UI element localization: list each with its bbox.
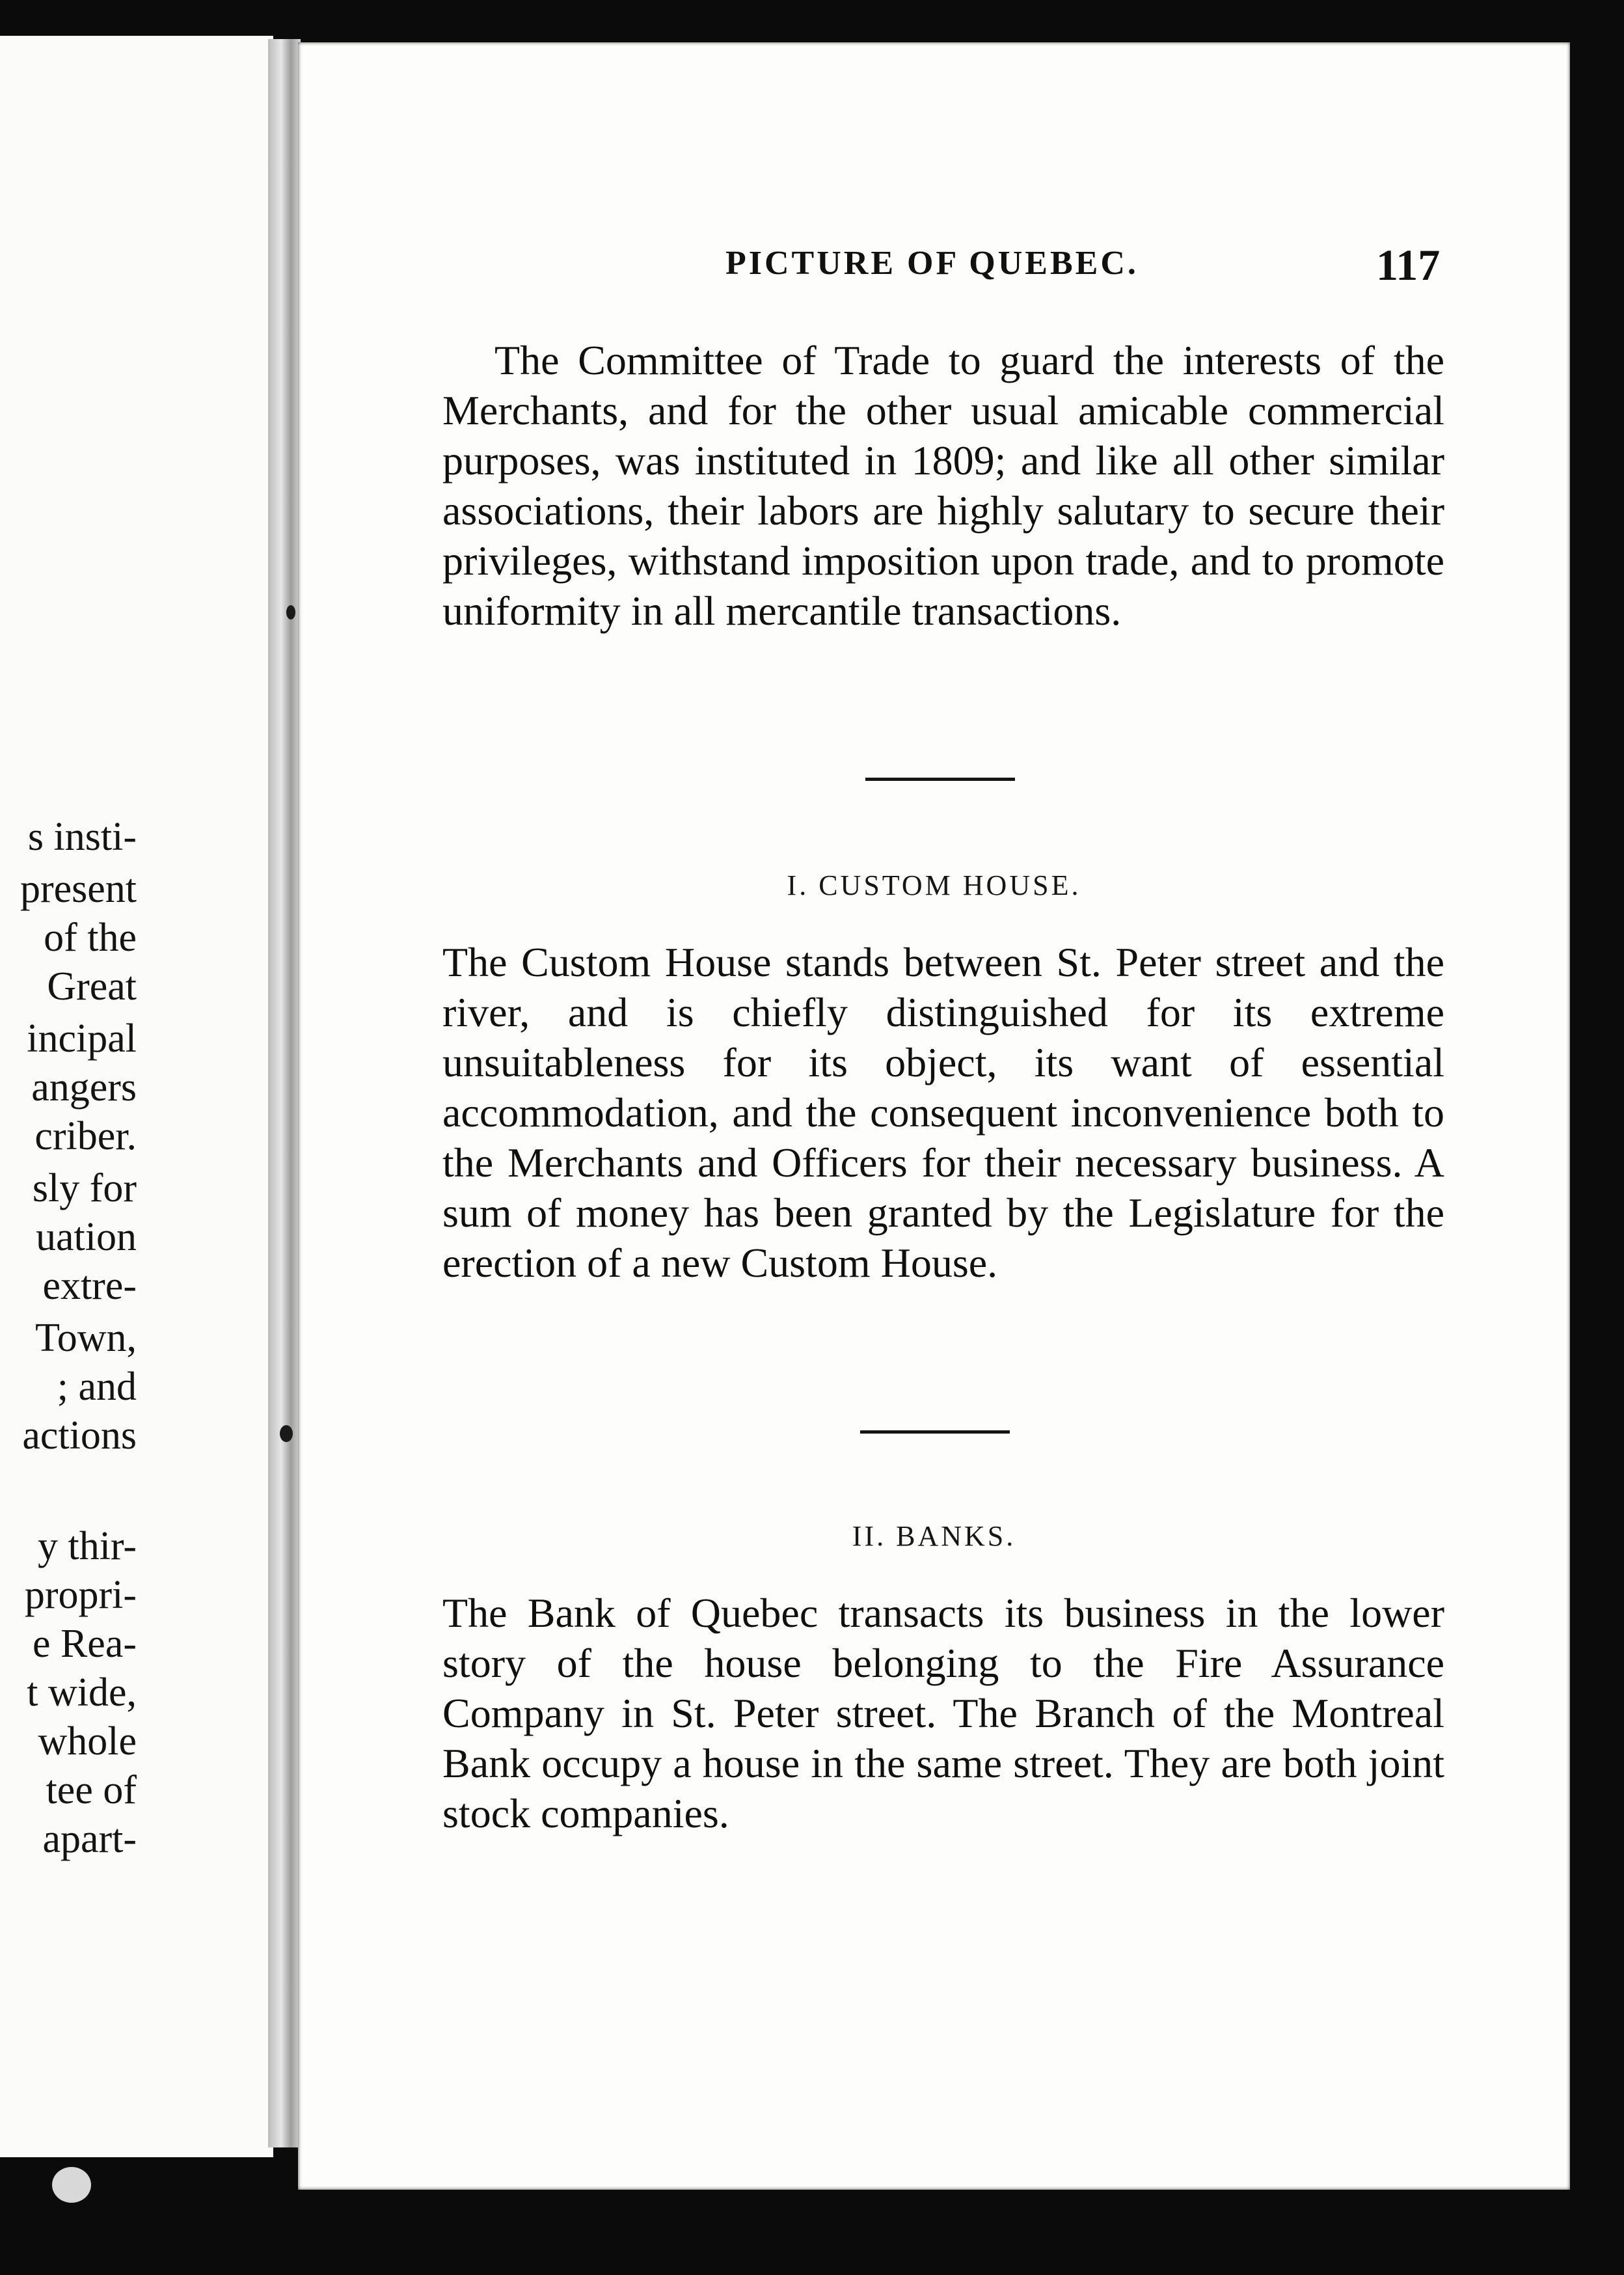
section-divider [860, 1430, 1010, 1434]
paragraph-banks: The Bank of Quebec transacts its business in the lower story of the house belonging to the Fire Assurance Company in St. Peter street. The Branch of the Montreal Bank occupy a house in the same street. They are both joint stock companies. [442, 1590, 1444, 1836]
facing-page-line: propri- [24, 1573, 137, 1617]
book-gutter [268, 39, 301, 2147]
facing-page-line: present [20, 867, 137, 911]
facing-page-line: incipal [27, 1016, 137, 1061]
facing-page-line: whole [38, 1719, 137, 1764]
facing-page-line: of the [44, 916, 137, 960]
section-divider [865, 778, 1015, 781]
facing-page-line: tee of [46, 1768, 137, 1812]
page-number: 117 [1376, 240, 1441, 290]
facing-page-line: apart- [42, 1817, 137, 1861]
section-heading-banks: II. BANKS. [852, 1520, 1016, 1552]
facing-page-line: ; and [57, 1365, 137, 1409]
facing-page-line: Town, [35, 1316, 137, 1360]
facing-page-line: angers [31, 1065, 137, 1110]
facing-page [0, 36, 273, 2157]
facing-page-line: sly for [32, 1166, 137, 1210]
facing-page-line: actions [22, 1413, 137, 1458]
facing-page-line: Great [47, 964, 137, 1009]
paragraph-custom-house: The Custom House stands between St. Peter street and the river, and is chiefly distinguished for its extreme unsuitableness for its object, its want of essential accommodation, and the consequent inconvenience both to the Merchants and Officers for their necessary business. A sum of money has been granted by the Legislature for the erection of a new Custom House. [442, 939, 1444, 1286]
scan-speck [280, 1425, 293, 1442]
scan-speck [286, 605, 295, 620]
scan-speck [52, 2167, 91, 2203]
facing-page-line: uation [36, 1215, 137, 1259]
facing-page-line: s insti- [27, 815, 137, 859]
facing-page-line: extre- [42, 1264, 137, 1308]
facing-page-line: e Rea- [32, 1622, 137, 1666]
paragraph-committee-of-trade: The Committee of Trade to guard the interests of the Merchants, and for the other usual amicable commercial purposes, was instituted in 1809; and like all other similar associations, their labors are highly salutary to secure their privileges, withstand imposition upon trade, and to promote uniformity in all mercantile transactions. [442, 337, 1444, 634]
running-title: PICTURE OF QUEBEC. [725, 245, 1139, 282]
facing-page-line: criber. [34, 1114, 137, 1158]
facing-page-line: t wide, [27, 1670, 137, 1715]
facing-page-line: y thir- [37, 1524, 137, 1568]
section-heading-custom-house: I. CUSTOM HOUSE. [787, 869, 1081, 901]
